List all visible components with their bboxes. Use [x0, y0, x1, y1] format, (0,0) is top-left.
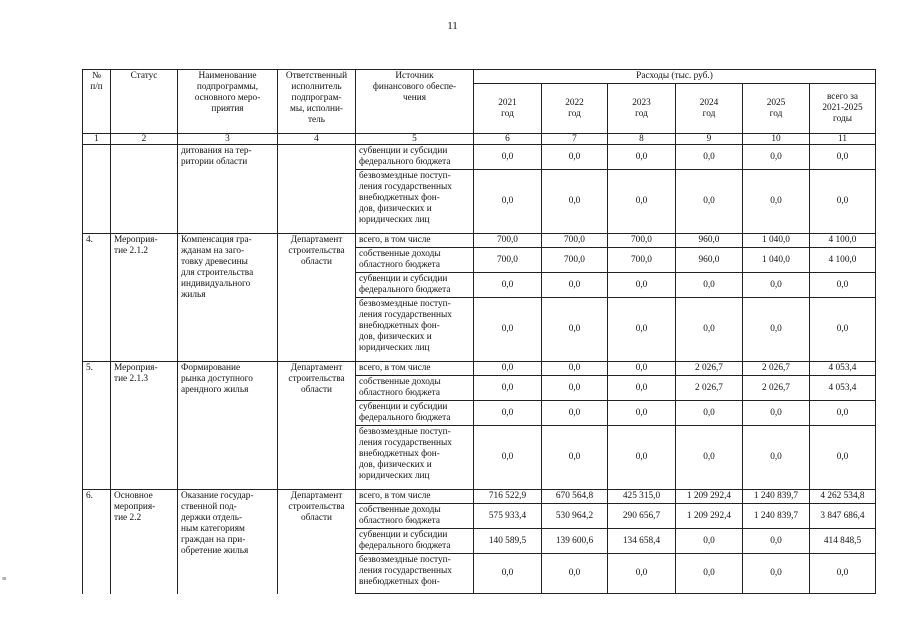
row-status: Основное мероприя- тие 2.2 [111, 490, 178, 594]
value-cell: 0,0 [608, 426, 676, 490]
value-cell: 0,0 [676, 401, 743, 426]
header-year-4: 2024 год [676, 84, 743, 134]
header-expenses: Расходы (тыс. руб.) [474, 70, 876, 84]
table-row [83, 362, 876, 376]
value-cell: 0,0 [474, 401, 542, 426]
value-cell: 716 522,9 [474, 490, 542, 504]
value-cell: 1 209 292,4 [676, 490, 743, 504]
value-cell: 960,0 [676, 234, 743, 248]
row-source: безвозмездные поступ- ления государственных внебюджетных фон- дов, физических и юридических лиц [356, 170, 474, 234]
value-cell: 0,0 [810, 426, 876, 490]
value-cell: 0,0 [743, 554, 810, 594]
value-cell: 700,0 [608, 248, 676, 273]
value-cell: 0,0 [676, 426, 743, 490]
value-cell: 0,0 [542, 376, 608, 401]
row-responsible: Департамент строительства области [278, 490, 356, 594]
value-cell: 139 600,6 [542, 529, 608, 554]
value-cell: 0,0 [474, 298, 542, 362]
value-cell: 0,0 [743, 401, 810, 426]
header-name: Наименование подпрограммы, основного меро- приятия [178, 70, 278, 134]
row-source: субвенции и субсидии федерального бюджета [356, 273, 474, 298]
value-cell: 0,0 [743, 426, 810, 490]
row-status: Мероприя- тие 2.1.2 [111, 234, 178, 362]
row-responsible: Департамент строительства области [278, 234, 356, 362]
value-cell: 2 026,7 [743, 376, 810, 401]
row-source: всего, в том числе [356, 234, 474, 248]
budget-table [82, 69, 876, 594]
value-cell: 0,0 [676, 273, 743, 298]
value-cell: 700,0 [542, 248, 608, 273]
header-year-5: 2025 год [743, 84, 810, 134]
row-number: 5. [83, 362, 111, 490]
row-source: субвенции и субсидии федерального бюджета [356, 401, 474, 426]
value-cell: 0,0 [474, 273, 542, 298]
value-cell: 0,0 [810, 170, 876, 234]
header-number: № п/п [83, 70, 111, 134]
value-cell: 0,0 [542, 273, 608, 298]
row-name: Оказание государ- ственной под- держки отдель- ным категориям граждан на при- обретение жилья [178, 490, 278, 594]
row-number: 4. [83, 234, 111, 362]
value-cell: 575 933,4 [474, 504, 542, 529]
row-number: 6. [83, 490, 111, 594]
value-cell: 4 053,4 [810, 362, 876, 376]
header-year-3: 2023 год [608, 84, 676, 134]
value-cell: 0,0 [743, 273, 810, 298]
table-row [83, 234, 876, 248]
value-cell: 700,0 [474, 248, 542, 273]
value-cell: 530 964,2 [542, 504, 608, 529]
row-source: безвозмездные поступ- ления государственных внебюджетных фон- дов, физических и юридических лиц [356, 298, 474, 362]
margin-mark: ≡ [2, 574, 7, 583]
header-year-1: 2021 год [474, 84, 542, 134]
value-cell: 0,0 [608, 170, 676, 234]
value-cell: 0,0 [810, 273, 876, 298]
value-cell: 0,0 [608, 362, 676, 376]
row-number [83, 145, 111, 234]
value-cell: 0,0 [608, 273, 676, 298]
value-cell: 0,0 [676, 529, 743, 554]
value-cell: 4 262 534,8 [810, 490, 876, 504]
value-cell: 4 100,0 [810, 234, 876, 248]
value-cell: 0,0 [810, 554, 876, 594]
table-row [83, 490, 876, 504]
row-status [111, 145, 178, 234]
value-cell: 0,0 [743, 298, 810, 362]
value-cell: 1 040,0 [743, 234, 810, 248]
value-cell: 2 026,7 [676, 362, 743, 376]
value-cell: 0,0 [608, 401, 676, 426]
header-status: Статус [111, 70, 178, 134]
value-cell: 0,0 [542, 554, 608, 594]
value-cell: 134 658,4 [608, 529, 676, 554]
row-responsible [278, 145, 356, 234]
value-cell: 2 026,7 [676, 376, 743, 401]
column-index: 8 [608, 134, 676, 145]
value-cell: 0,0 [743, 145, 810, 170]
value-cell: 960,0 [676, 248, 743, 273]
value-cell: 0,0 [743, 170, 810, 234]
value-cell: 0,0 [474, 362, 542, 376]
row-source: субвенции и субсидии федерального бюджета [356, 145, 474, 170]
row-source: собственные доходы областного бюджета [356, 376, 474, 401]
value-cell: 1 240 839,7 [743, 490, 810, 504]
row-source: всего, в том числе [356, 490, 474, 504]
value-cell: 0,0 [542, 426, 608, 490]
value-cell: 700,0 [608, 234, 676, 248]
row-source: субвенции и субсидии федерального бюджета [356, 529, 474, 554]
value-cell: 414 848,5 [810, 529, 876, 554]
value-cell: 700,0 [542, 234, 608, 248]
value-cell: 0,0 [608, 376, 676, 401]
column-index: 1 [83, 134, 111, 145]
column-index: 10 [743, 134, 810, 145]
value-cell: 3 847 686,4 [810, 504, 876, 529]
table-row [83, 145, 876, 170]
value-cell: 0,0 [474, 145, 542, 170]
value-cell: 0,0 [542, 401, 608, 426]
value-cell: 0,0 [810, 401, 876, 426]
value-cell: 0,0 [676, 170, 743, 234]
column-index: 4 [278, 134, 356, 145]
column-index: 7 [542, 134, 608, 145]
page-number: 11 [447, 20, 458, 32]
column-index: 9 [676, 134, 743, 145]
value-cell: 0,0 [743, 529, 810, 554]
column-index: 11 [810, 134, 876, 145]
row-source: безвозмездные поступ- ления государственных внебюджетных фон- дов, физических и юридических лиц [356, 426, 474, 490]
column-index: 2 [111, 134, 178, 145]
row-responsible: Департамент строительства области [278, 362, 356, 490]
value-cell: 4 100,0 [810, 248, 876, 273]
value-cell: 0,0 [474, 426, 542, 490]
value-cell: 0,0 [676, 554, 743, 594]
header-year-6: всего за 2021-2025 годы [810, 84, 876, 134]
row-source: собственные доходы областного бюджета [356, 504, 474, 529]
value-cell: 1 040,0 [743, 248, 810, 273]
row-source: собственные доходы областного бюджета [356, 248, 474, 273]
row-name: Формирование рынка доступного арендного жилья [178, 362, 278, 490]
row-name: Компенсация гра- жданам на заго- товку древесины для строительства индивидуального жилья [178, 234, 278, 362]
row-source: безвозмездные поступ- ления государственных внебюджетных фон- [356, 554, 474, 594]
value-cell: 0,0 [474, 170, 542, 234]
value-cell: 0,0 [676, 298, 743, 362]
value-cell: 0,0 [676, 145, 743, 170]
row-status: Мероприя- тие 2.1.3 [111, 362, 178, 490]
value-cell: 0,0 [542, 145, 608, 170]
value-cell: 0,0 [474, 554, 542, 594]
value-cell: 0,0 [542, 298, 608, 362]
row-name: дитования на тер- ритории области [178, 145, 278, 234]
value-cell: 425 315,0 [608, 490, 676, 504]
column-index: 5 [356, 134, 474, 145]
value-cell: 0,0 [474, 376, 542, 401]
value-cell: 0,0 [542, 170, 608, 234]
row-source: всего, в том числе [356, 362, 474, 376]
value-cell: 0,0 [608, 145, 676, 170]
value-cell: 670 564,8 [542, 490, 608, 504]
column-index: 3 [178, 134, 278, 145]
value-cell: 700,0 [474, 234, 542, 248]
value-cell: 0,0 [810, 145, 876, 170]
value-cell: 2 026,7 [743, 362, 810, 376]
value-cell: 1 240 839,7 [743, 504, 810, 529]
value-cell: 0,0 [810, 298, 876, 362]
value-cell: 290 656,7 [608, 504, 676, 529]
value-cell: 4 053,4 [810, 376, 876, 401]
header-year-2: 2022 год [542, 84, 608, 134]
value-cell: 0,0 [542, 362, 608, 376]
value-cell: 0,0 [608, 298, 676, 362]
column-index: 6 [474, 134, 542, 145]
header-source: Источник финансового обеспе- чения [356, 70, 474, 134]
header-responsible: Ответственный исполнитель подпрограм- мы, исполни- тель [278, 70, 356, 134]
value-cell: 140 589,5 [474, 529, 542, 554]
value-cell: 0,0 [608, 554, 676, 594]
value-cell: 1 209 292,4 [676, 504, 743, 529]
